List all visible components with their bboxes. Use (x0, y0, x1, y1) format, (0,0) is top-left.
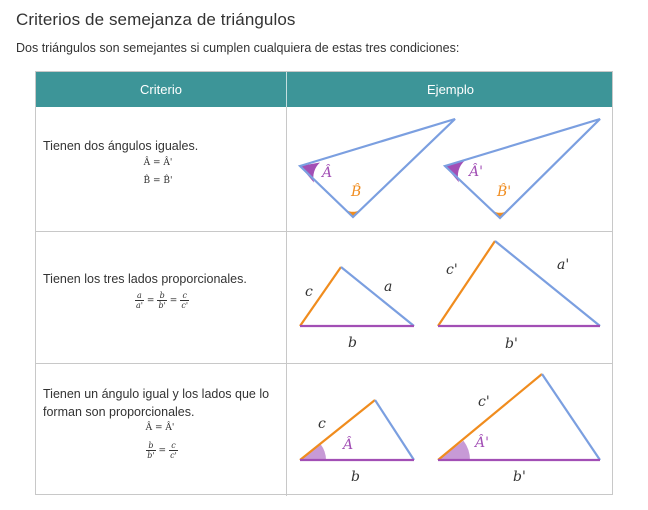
row2-label-b: b (348, 335, 357, 351)
row2-triangle-2 (438, 241, 600, 352)
row2-criterion: Tienen los tres lados proporcionales. (43, 272, 247, 286)
row3-label-a: Â (343, 437, 354, 453)
row1-label-a: Â (322, 165, 333, 181)
row2-label-c: c (305, 284, 313, 300)
row1-label-a-prime: Â' (469, 164, 483, 180)
header-ejemplo: Ejemplo (427, 82, 474, 97)
row1-triangle-1 (300, 119, 455, 217)
row2-label-b-prime: b' (505, 336, 518, 352)
row1-label-b-prime: B̂' (497, 184, 512, 200)
row1-triangle-2 (445, 119, 600, 218)
row3-criterion-line1: Tienen un ángulo igual y los lados que lo (43, 387, 270, 401)
row3-label-b: b (351, 469, 360, 485)
row2-label-c-prime: c' (446, 262, 458, 278)
row3-formula: Â = Â' (145, 423, 175, 433)
row1-criterion: Tienen dos ángulos iguales. (43, 139, 199, 153)
row3-label-c: c (318, 416, 326, 432)
row1-formula-b: B̂ = B̂' (143, 176, 173, 186)
row2-triangle-1 (300, 267, 414, 351)
row3-criterion-line2: forman son proporcionales. (43, 405, 195, 419)
row2-label-a-prime: a' (557, 257, 570, 273)
row2-proportion: $\frac{a}{a'}$ = $\frac{b}{b'}$ = $\frac{c}{c'}$ (135, 291, 189, 310)
header-criterio: Criterio (140, 82, 182, 97)
page-subtitle: Dos triángulos son semejantes si cumplen cualquiera de estas tres condiciones: (16, 41, 460, 55)
row3-label-c-prime: c' (478, 394, 490, 410)
row3-label-b-prime: b' (513, 469, 526, 485)
row2-label-a: a (384, 279, 393, 295)
page-title: Criterios de semejanza de triángulos (16, 10, 296, 29)
row1-formula-a: Â = Â' (143, 158, 173, 168)
row1-label-b: B̂ (351, 184, 362, 200)
row3-label-a-prime: Â' (475, 435, 489, 451)
row3-triangle-2 (438, 374, 600, 485)
row3-proportion: $\frac{b}{b'}$ = $\frac{c}{c'}$ (147, 441, 177, 460)
row3-triangle-1 (300, 400, 414, 485)
